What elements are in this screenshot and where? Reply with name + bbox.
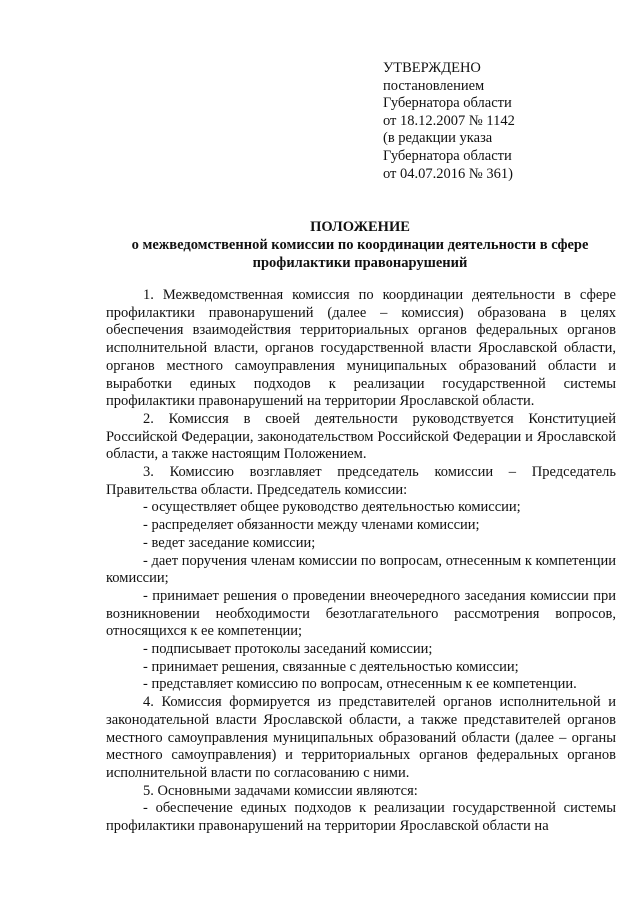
approval-line-governor: Губернатора области bbox=[383, 95, 512, 112]
list-item: - обеспечение единых подходов к реализации государственной системы профилактики правонарушений на территории Ярославской области на bbox=[106, 800, 616, 835]
list-item: - принимает решения о проведении внеочередного заседания комиссии при возникновении необходимости безотлагательного рассмотрения вопросов, относящихся к ее компетенции; bbox=[106, 587, 616, 640]
paragraph-2: 2. Комиссия в своей деятельности руководствуется Конституцией Российской Федерации, законодательством Российской Федерации и Ярославской области, а также настоящим Положением. bbox=[106, 410, 616, 463]
list-item: - принимает решения, связанные с деятельностью комиссии; bbox=[143, 658, 519, 675]
document-title bbox=[100, 219, 620, 272]
paragraph-4: 4. Комиссия формируется из представителей органов исполнительной и законодательной власти Ярославской области, а также представителей органов местного самоуправления муниципальных образований области (далее – органы местного самоуправления) и территориальных органов федеральных органов исполнительной власти по согласованию с ними. bbox=[106, 694, 616, 781]
list-item: - дает поручения членам комиссии по вопросам, отнесенным к компетенции комиссии; bbox=[106, 552, 616, 587]
approval-line-governor-2: Губернатора области bbox=[383, 147, 512, 164]
list-item: - распределяет обязанности между членами комиссии; bbox=[143, 517, 480, 534]
list-item: - ведет заседание комиссии; bbox=[143, 534, 316, 551]
document-body bbox=[106, 287, 616, 836]
paragraph-3: 3. Комиссию возглавляет председатель комиссии – Председатель Правительства области. Председатель комиссии: bbox=[106, 464, 616, 498]
approval-line-approved: УТВЕРЖДЕНО bbox=[383, 60, 481, 76]
approval-line-date: от 18.12.2007 № 1142 bbox=[383, 112, 515, 129]
list-item: - подписывает протоколы заседаний комиссии; bbox=[143, 641, 433, 658]
approval-line-edition: (в редакции указа bbox=[383, 130, 493, 147]
list-item: - осуществляет общее руководство деятельностью комиссии; bbox=[143, 499, 521, 516]
approval-stamp bbox=[383, 60, 515, 183]
paragraph-5: 5. Основными задачами комиссии являются: bbox=[143, 782, 418, 799]
approval-line-decree: постановлением bbox=[383, 77, 485, 94]
document-heading: ПОЛОЖЕНИЕ bbox=[310, 219, 410, 235]
list-item: - представляет комиссию по вопросам, отнесенным к ее компетенции. bbox=[143, 676, 577, 693]
approval-line-edition-date: от 04.07.2016 № 361) bbox=[383, 165, 513, 182]
document-subtitle: о межведомственной комиссии по координации деятельности в сфере профилактики правонарушений bbox=[131, 236, 589, 271]
paragraph-1: 1. Межведомственная комиссия по координации деятельности в сфере профилактики правонарушений (далее – комиссия) образована в целях обеспечения взаимодействия территориальных органов федеральных органов исполнительной власти, органов государственной власти Ярославской области, органов местного самоуправления муниципальных образований области и выработки единых подходов к реализации государственной системы профилактики правонарушений на территории Ярославской области. bbox=[106, 287, 616, 410]
